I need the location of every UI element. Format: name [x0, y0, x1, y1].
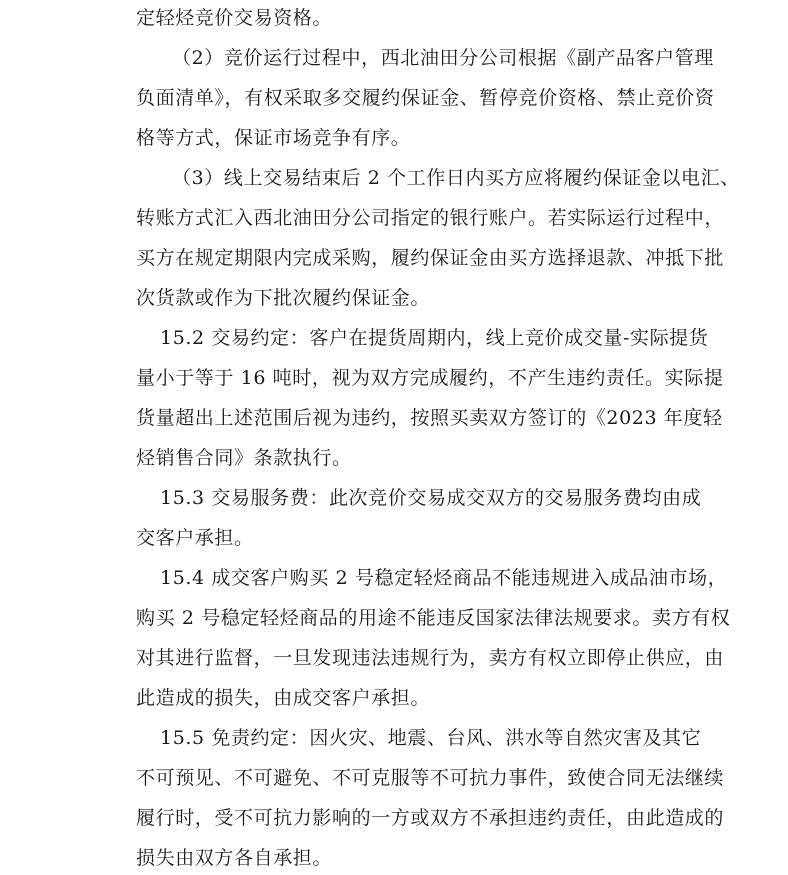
text-line: 15.2 交易约定：客户在提货周期内，线上竞价成交量-实际提货	[160, 327, 709, 349]
text-line: 此造成的损失，由成交客户承担。	[136, 687, 431, 709]
text-line: 负面清单》，有权采取多交履约保证金、暂停竞价资格、禁止竞价资	[136, 87, 715, 109]
text-line: （3）线上交易结束后 2 个工作日内买方应将履约保证金以电汇、	[172, 167, 740, 189]
text-line: 不可预见、不可避免、不可克服等不可抗力事件，致使合同无法继续	[136, 767, 725, 789]
text-line: 15.5 免责约定：因火灾、地震、台风、洪水等自然灾害及其它	[160, 727, 702, 749]
text-line: 买方在规定期限内完成采购，履约保证金由买方选择退款、冲抵下批	[136, 247, 725, 269]
text-line: 履行时，受不可抗力影响的一方或双方不承担违约责任，由此造成的	[136, 807, 725, 829]
text-line: 转账方式汇入西北油田分公司指定的银行账户。若实际运行过程中，	[136, 207, 725, 229]
text-line: 15.3 交易服务费：此次竞价交易成交双方的交易服务费均由成	[160, 487, 702, 509]
text-line: 交客户承担。	[136, 527, 254, 549]
text-line: 量小于等于 16 吨时，视为双方完成履约，不产生违约责任。实际提	[136, 367, 724, 389]
text-line: 15.4 成交客户购买 2 号稳定轻烃商品不能违规进入成品油市场，	[160, 567, 728, 589]
text-line: 损失由双方各自承担。	[136, 847, 333, 869]
text-line: 货量超出上述范围后视为违约，按照买卖双方签订的《2023 年度轻	[136, 407, 723, 429]
text-line: 烃销售合同》条款执行。	[136, 447, 352, 469]
text-line: 定轻烃竞价交易资格。	[136, 7, 333, 29]
text-line: 次货款或作为下批次履约保证金。	[136, 287, 431, 309]
text-line: 对其进行监督，一旦发现违法违规行为，卖方有权立即停止供应，由	[136, 647, 725, 669]
text-line: 购买 2 号稳定轻烃商品的用途不能违反国家法律法规要求。卖方有权	[136, 607, 731, 629]
text-line: （2）竞价运行过程中，西北油田分公司根据《副产品客户管理	[172, 47, 714, 69]
text-line: 格等方式，保证市场竞争有序。	[136, 127, 411, 149]
